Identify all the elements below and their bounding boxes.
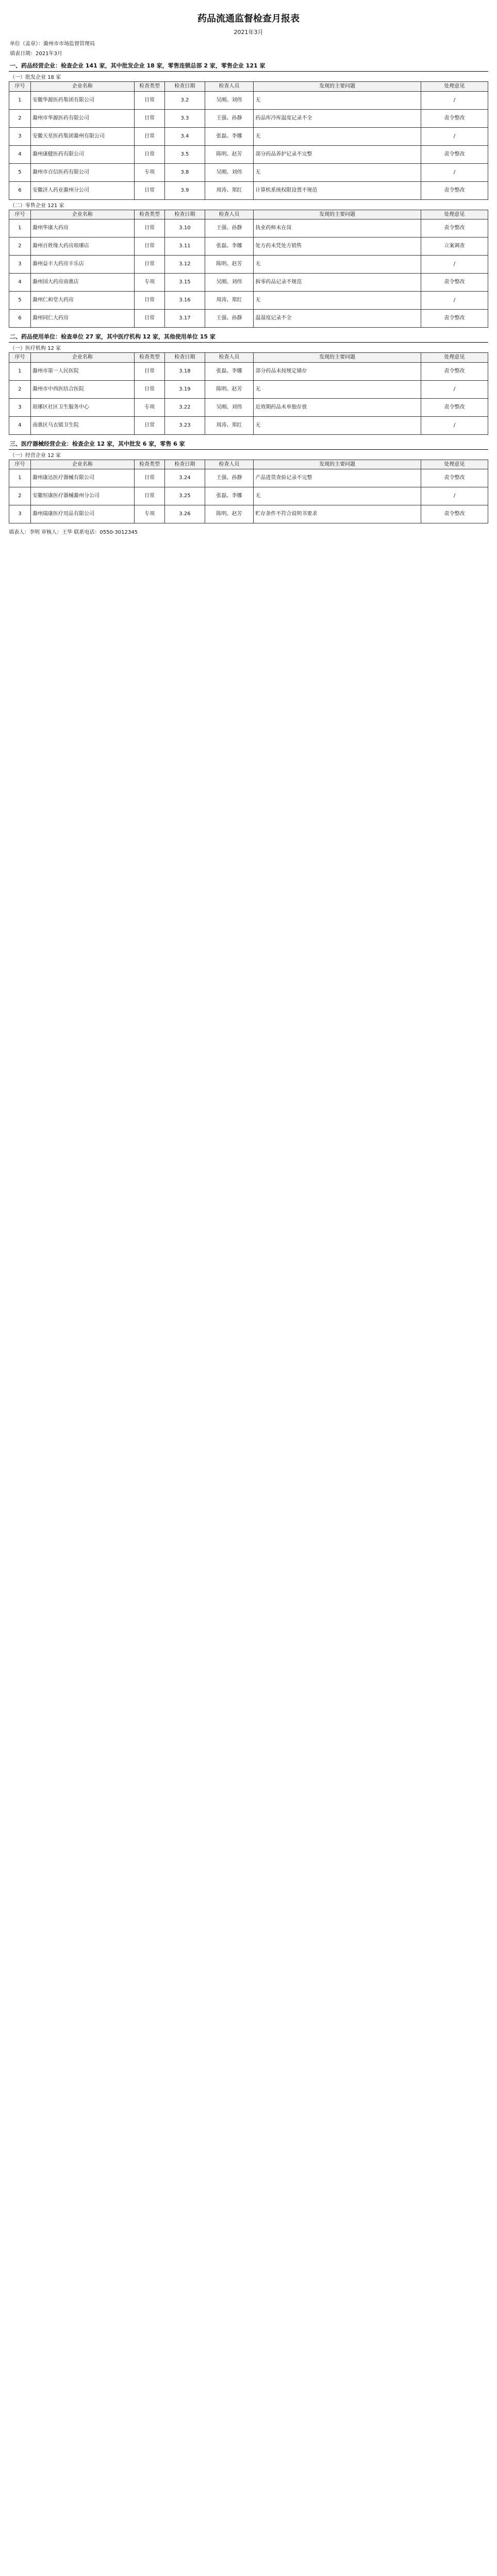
cell-inspector: 陈明、赵芳 [205, 256, 254, 274]
table-row [9, 238, 488, 256]
cell-no: 4 [9, 274, 31, 292]
cell-check-date: 3.11 [165, 238, 205, 256]
cell-inspector: 周涛、郑红 [205, 181, 254, 199]
cell-no: 3 [9, 127, 31, 145]
col-header-date: 检查日期 [165, 353, 205, 363]
cell-check-date: 3.25 [165, 487, 205, 505]
inspection-table [9, 210, 488, 328]
cell-inspector: 王强、孙静 [205, 310, 254, 328]
col-header-issue: 发现的主要问题 [254, 210, 421, 219]
cell-check-type: 专项 [134, 505, 165, 523]
section-drug-usage [9, 331, 488, 435]
cell-company-name: 滁州国大药房南谯店 [30, 274, 134, 292]
cell-check-type: 日常 [134, 109, 165, 127]
col-header-inspector: 检查人员 [205, 353, 254, 363]
cell-company-name: 滁州康达医疗器械有限公司 [30, 469, 134, 487]
table-row [9, 127, 488, 145]
cell-company-name: 滁州华康大药房 [30, 219, 134, 238]
table-row [9, 416, 488, 434]
cell-check-date: 3.22 [165, 398, 205, 416]
table-row [9, 109, 488, 127]
col-header-result: 处理意见 [421, 82, 488, 92]
cell-issue: 无 [254, 380, 421, 398]
cell-result: / [421, 256, 488, 274]
cell-no: 2 [9, 109, 31, 127]
cell-company-name: 滁州益丰大药房丰乐店 [30, 256, 134, 274]
col-header-name: 企业名称 [30, 460, 134, 469]
table-row [9, 145, 488, 163]
cell-inspector: 陈明、赵芳 [205, 145, 254, 163]
cell-issue: 无 [254, 292, 421, 310]
cell-check-date: 3.8 [165, 163, 205, 181]
section-title: 三、医疗器械经营企业：检查企业 12 家，其中批发 6 家，零售 6 家 [9, 438, 488, 450]
col-header-no: 序号 [9, 210, 31, 219]
cell-check-type: 日常 [134, 380, 165, 398]
cell-inspector: 吴刚、刘伟 [205, 274, 254, 292]
category-title: （二）零售企业 121 家 [10, 202, 64, 209]
cell-inspector: 吴刚、刘伟 [205, 163, 254, 181]
col-header-type: 检查类型 [134, 460, 165, 469]
cell-check-date: 3.18 [165, 362, 205, 380]
cell-result: 责令整改 [421, 505, 488, 523]
cell-no: 5 [9, 163, 31, 181]
cell-company-name: 安徽恒康医疗器械滁州分公司 [30, 487, 134, 505]
reporting-unit: 单位（盖章）：滁州市市场监督管理局 [10, 41, 95, 47]
footer-note: 填表人：李明 审核人：王华 联系电话：0550-3012345 [9, 530, 138, 535]
cell-issue: 执业药师未在岗 [254, 219, 421, 238]
table-row [9, 487, 488, 505]
cell-inspector: 吴刚、刘伟 [205, 91, 254, 109]
cell-check-date: 3.15 [165, 274, 205, 292]
cell-company-name: 安徽济人药业滁州分公司 [30, 181, 134, 199]
col-header-inspector: 检查人员 [205, 460, 254, 469]
cell-company-name: 安徽华源医药集团有限公司 [30, 91, 134, 109]
cell-check-type: 日常 [134, 145, 165, 163]
col-header-type: 检查类型 [134, 210, 165, 219]
col-header-issue: 发现的主要问题 [254, 82, 421, 92]
table-row [9, 163, 488, 181]
inspection-table [9, 81, 488, 200]
cell-check-type: 日常 [134, 362, 165, 380]
cell-result: / [421, 292, 488, 310]
cell-issue: 近效期药品未单独存放 [254, 398, 421, 416]
col-header-inspector: 检查人员 [205, 82, 254, 92]
cell-no: 3 [9, 505, 31, 523]
table-row [9, 398, 488, 416]
cell-check-type: 日常 [134, 292, 165, 310]
cell-check-type: 日常 [134, 238, 165, 256]
cell-result: 责令整改 [421, 310, 488, 328]
cell-result: / [421, 127, 488, 145]
report-page [9, 0, 488, 551]
cell-no: 6 [9, 181, 31, 199]
cell-result: 立案调查 [421, 238, 488, 256]
cell-check-type: 专项 [134, 163, 165, 181]
cell-no: 4 [9, 416, 31, 434]
cell-inspector: 张磊、李娜 [205, 127, 254, 145]
cell-issue: 拆零药品记录不规范 [254, 274, 421, 292]
cell-inspector: 王强、孙静 [205, 469, 254, 487]
table-row [9, 181, 488, 199]
section-device-distribution [9, 438, 488, 524]
cell-issue: 计算机系统权限设置不规范 [254, 181, 421, 199]
cell-result: 责令整改 [421, 219, 488, 238]
cell-result: / [421, 380, 488, 398]
cell-check-date: 3.24 [165, 469, 205, 487]
cell-issue: 无 [254, 416, 421, 434]
col-header-no: 序号 [9, 82, 31, 92]
cell-check-date: 3.17 [165, 310, 205, 328]
col-header-result: 处理意见 [421, 460, 488, 469]
cell-issue: 无 [254, 487, 421, 505]
cell-inspector: 张磊、李娜 [205, 238, 254, 256]
cell-check-date: 3.16 [165, 292, 205, 310]
cell-result: 责令整改 [421, 181, 488, 199]
cell-check-date: 3.9 [165, 181, 205, 199]
col-header-name: 企业名称 [30, 210, 134, 219]
table-row [9, 91, 488, 109]
cell-check-date: 3.19 [165, 380, 205, 398]
cell-inspector: 王强、孙静 [205, 219, 254, 238]
cell-company-name: 南谯区乌衣镇卫生院 [30, 416, 134, 434]
cell-no: 3 [9, 398, 31, 416]
cell-issue: 产品进货查验记录不完整 [254, 469, 421, 487]
category-title: （一）经营企业 12 家 [10, 452, 61, 459]
report-period: 2021年3月 [234, 29, 263, 36]
cell-company-name: 滁州瑞康医疗用品有限公司 [30, 505, 134, 523]
col-header-issue: 发现的主要问题 [254, 353, 421, 363]
cell-issue: 药品库冷库温度记录不全 [254, 109, 421, 127]
cell-company-name: 滁州百姓缘大药房琅琊店 [30, 238, 134, 256]
cell-result: / [421, 416, 488, 434]
col-header-no: 序号 [9, 353, 31, 363]
cell-inspector: 张磊、李娜 [205, 362, 254, 380]
table-row [9, 292, 488, 310]
section-drug-distribution [9, 60, 488, 328]
cell-issue: 无 [254, 127, 421, 145]
cell-inspector: 吴刚、刘伟 [205, 398, 254, 416]
page-title: 药品流通监督检查月报表 [197, 13, 300, 24]
cell-check-type: 日常 [134, 256, 165, 274]
table-row [9, 362, 488, 380]
cell-company-name: 安徽天星医药集团滁州有限公司 [30, 127, 134, 145]
cell-company-name: 滁州仁和堂大药房 [30, 292, 134, 310]
inspection-table [9, 460, 488, 524]
cell-check-type: 日常 [134, 181, 165, 199]
table-row [9, 505, 488, 523]
col-header-type: 检查类型 [134, 82, 165, 92]
filled-date: 填表日期：2021年3月 [10, 51, 62, 57]
cell-no: 2 [9, 238, 31, 256]
cell-no: 1 [9, 219, 31, 238]
cell-inspector: 陈明、赵芳 [205, 505, 254, 523]
cell-issue: 部分药品养护记录不完整 [254, 145, 421, 163]
col-header-result: 处理意见 [421, 353, 488, 363]
cell-company-name: 滁州康健医药有限公司 [30, 145, 134, 163]
cell-no: 2 [9, 487, 31, 505]
cell-issue: 温湿度记录不全 [254, 310, 421, 328]
cell-no: 3 [9, 256, 31, 274]
col-header-date: 检查日期 [165, 82, 205, 92]
table-row [9, 310, 488, 328]
cell-check-date: 3.12 [165, 256, 205, 274]
cell-check-type: 日常 [134, 416, 165, 434]
col-header-date: 检查日期 [165, 210, 205, 219]
cell-company-name: 琅琊区社区卫生服务中心 [30, 398, 134, 416]
cell-inspector: 周涛、郑红 [205, 292, 254, 310]
cell-no: 1 [9, 362, 31, 380]
col-header-inspector: 检查人员 [205, 210, 254, 219]
cell-issue: 无 [254, 256, 421, 274]
inspection-table [9, 352, 488, 435]
table-row [9, 256, 488, 274]
cell-result: / [421, 487, 488, 505]
cell-check-date: 3.4 [165, 127, 205, 145]
cell-check-type: 日常 [134, 127, 165, 145]
col-header-date: 检查日期 [165, 460, 205, 469]
cell-result: / [421, 91, 488, 109]
cell-check-type: 日常 [134, 469, 165, 487]
cell-company-name: 滁州市百信医药有限公司 [30, 163, 134, 181]
cell-inspector: 王强、孙静 [205, 109, 254, 127]
table-row [9, 469, 488, 487]
section-title: 二、药品使用单位：检查单位 27 家，其中医疗机构 12 家，其他使用单位 15 家 [9, 331, 488, 343]
col-header-result: 处理意见 [421, 210, 488, 219]
cell-company-name: 滁州市华源医药有限公司 [30, 109, 134, 127]
cell-result: 责令整改 [421, 109, 488, 127]
cell-check-date: 3.23 [165, 416, 205, 434]
cell-check-type: 专项 [134, 398, 165, 416]
cell-result: 责令整改 [421, 469, 488, 487]
cell-issue: 无 [254, 163, 421, 181]
cell-result: 责令整改 [421, 362, 488, 380]
col-header-issue: 发现的主要问题 [254, 460, 421, 469]
cell-issue: 部分药品未按规定储存 [254, 362, 421, 380]
cell-issue: 无 [254, 91, 421, 109]
cell-company-name: 滁州市中西医结合医院 [30, 380, 134, 398]
category-title: （一）批发企业 18 家 [10, 75, 61, 80]
cell-inspector: 张磊、李娜 [205, 487, 254, 505]
col-header-name: 企业名称 [30, 82, 134, 92]
cell-no: 6 [9, 310, 31, 328]
table-row [9, 380, 488, 398]
section-title: 一、药品经营企业：检查企业 141 家，其中批发企业 18 家，零售连锁总部 2 家，零售企业 121 家 [9, 60, 488, 72]
cell-no: 1 [9, 91, 31, 109]
cell-check-type: 日常 [134, 310, 165, 328]
cell-result: 责令整改 [421, 274, 488, 292]
cell-company-name: 滁州市第一人民医院 [30, 362, 134, 380]
cell-check-date: 3.26 [165, 505, 205, 523]
cell-inspector: 周涛、郑红 [205, 416, 254, 434]
cell-no: 4 [9, 145, 31, 163]
cell-no: 2 [9, 380, 31, 398]
cell-issue: 贮存条件不符合说明书要求 [254, 505, 421, 523]
cell-company-name: 滁州同仁大药房 [30, 310, 134, 328]
cell-check-date: 3.10 [165, 219, 205, 238]
cell-check-type: 专项 [134, 274, 165, 292]
cell-check-type: 日常 [134, 487, 165, 505]
table-row [9, 219, 488, 238]
cell-result: 责令整改 [421, 398, 488, 416]
cell-result: 责令整改 [421, 145, 488, 163]
col-header-type: 检查类型 [134, 353, 165, 363]
cell-check-date: 3.3 [165, 109, 205, 127]
cell-result: / [421, 163, 488, 181]
cell-check-type: 日常 [134, 219, 165, 238]
cell-no: 5 [9, 292, 31, 310]
table-row [9, 274, 488, 292]
category-title: （一）医疗机构 12 家 [10, 346, 61, 351]
cell-check-date: 3.5 [165, 145, 205, 163]
col-header-no: 序号 [9, 460, 31, 469]
cell-check-type: 日常 [134, 91, 165, 109]
col-header-name: 企业名称 [30, 353, 134, 363]
cell-no: 1 [9, 469, 31, 487]
cell-issue: 处方药未凭处方销售 [254, 238, 421, 256]
cell-check-date: 3.2 [165, 91, 205, 109]
cell-inspector: 陈明、赵芳 [205, 380, 254, 398]
